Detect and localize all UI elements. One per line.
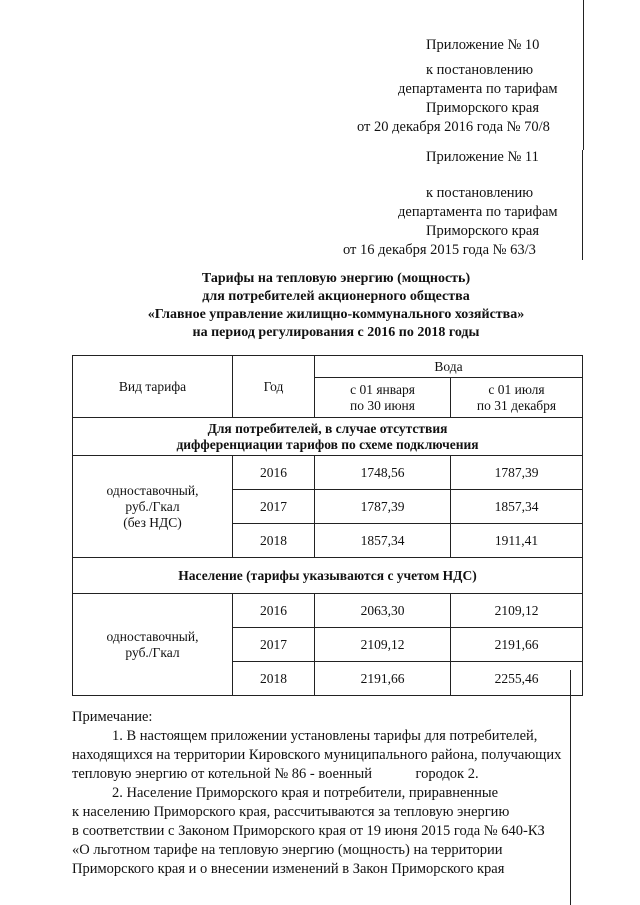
s1-value-p2: 1857,34 <box>451 490 583 524</box>
table-row <box>73 456 583 490</box>
s2-value-p1: 2063,30 <box>315 594 451 628</box>
section-1-tariff-type <box>73 456 233 558</box>
appendix-10-line2: департамента по тарифам <box>398 81 558 97</box>
s1-value-p1: 1857,34 <box>315 524 451 558</box>
s2-year: 2018 <box>233 662 315 696</box>
appendix-10-line3: Приморского края <box>426 100 540 116</box>
note-1-line1: 1. В настоящем приложении установлены тарифы для потребителей, <box>112 728 538 744</box>
section-2-tariff-type <box>73 594 233 696</box>
appendix-11-label: Приложение № 11 <box>426 149 539 165</box>
appendix-10-reference <box>357 61 583 137</box>
appendix-11-line4: от 16 декабря 2015 года № 63/3 <box>343 242 536 258</box>
s1-year: 2018 <box>233 524 315 558</box>
header-tariff-type: Вид тарифа <box>73 356 233 418</box>
note-2-line4: «О льготном тарифе на тепловую энергию (мощность) на территории <box>72 842 503 858</box>
s2-value-p1: 2109,12 <box>315 628 451 662</box>
header-year: Год <box>233 356 315 418</box>
s2-value-p1: 2191,66 <box>315 662 451 696</box>
appendix-11-line3: Приморского края <box>426 223 540 239</box>
appendix-10-label: Приложение № 10 <box>426 37 540 53</box>
title-line3: «Главное управление жилищно-коммунального хозяйства» <box>147 307 525 322</box>
header-period-2 <box>451 378 583 418</box>
s1-value-p2: 1911,41 <box>451 524 583 558</box>
s2-year: 2016 <box>233 594 315 628</box>
note-2-line3: в соответствии с Законом Приморского края от 19 июня 2015 года № 640-КЗ <box>72 823 545 839</box>
appendix-11-line2: департамента по тарифам <box>398 204 558 220</box>
period-1-line2: по 30 июня <box>350 397 415 413</box>
header-period-1 <box>315 378 451 418</box>
s2-value-p2: 2255,46 <box>451 662 583 696</box>
note-2-line1: 2. Население Приморского края и потребители, приравненные <box>112 785 499 801</box>
s1-value-p2: 1787,39 <box>451 456 583 490</box>
note-2-line5: Приморского края и о внесении изменений в Закон Приморского края <box>72 861 505 877</box>
section-2-header: Население (тарифы указываются с учетом НДС) <box>73 558 583 594</box>
section-1-line2: дифференциации тарифов по схеме подключения <box>176 436 479 452</box>
s1-tariff-line3: (без НДС) <box>123 514 182 530</box>
note-1-line3: тепловую энергию от котельной № 86 - военный городок 2. <box>72 766 479 782</box>
s1-value-p1: 1787,39 <box>315 490 451 524</box>
note-1-line2: находящихся на территории Кировского муниципального района, получающих <box>72 747 562 763</box>
header-water: Вода <box>315 356 583 378</box>
period-1-line1: с 01 января <box>350 381 415 397</box>
appendix-11-reference <box>343 184 583 260</box>
s2-year: 2017 <box>233 628 315 662</box>
appendix-11-line1: к постановлению <box>426 185 534 201</box>
s2-value-p2: 2191,66 <box>451 628 583 662</box>
title-line4: на период регулирования с 2016 по 2018 годы <box>192 325 480 340</box>
section-1-line1: Для потребителей, в случае отсутствия <box>207 420 448 436</box>
tariff-table <box>72 355 583 696</box>
s1-tariff-line1: одноставочный, <box>106 482 199 498</box>
period-2-line2: по 31 декабря <box>476 397 557 413</box>
document-title <box>60 270 612 342</box>
appendix-10-line4: от 20 декабря 2016 года № 70/8 <box>357 119 550 135</box>
s1-value-p1: 1748,56 <box>315 456 451 490</box>
s2-value-p2: 2109,12 <box>451 594 583 628</box>
note-2-line2: к населению Приморского края, рассчитываются за тепловую энергию <box>72 804 510 820</box>
notes-block <box>72 708 597 879</box>
s2-tariff-line2: руб./Гкал <box>125 644 180 660</box>
title-line1: Тарифы на тепловую энергию (мощность) <box>201 271 471 286</box>
section-1-header <box>73 418 583 456</box>
table-row <box>73 594 583 628</box>
s2-tariff-line1: одноставочный, <box>106 628 199 644</box>
s1-year: 2017 <box>233 490 315 524</box>
notes-heading: Примечание: <box>72 709 153 725</box>
period-2-line1: с 01 июля <box>488 381 545 397</box>
title-line2: для потребителей акционерного общества <box>202 289 470 304</box>
appendix-10-line1: к постановлению <box>426 62 534 78</box>
scan-edge-line-top <box>583 0 584 150</box>
s1-year: 2016 <box>233 456 315 490</box>
s1-tariff-line2: руб./Гкал <box>125 498 180 514</box>
